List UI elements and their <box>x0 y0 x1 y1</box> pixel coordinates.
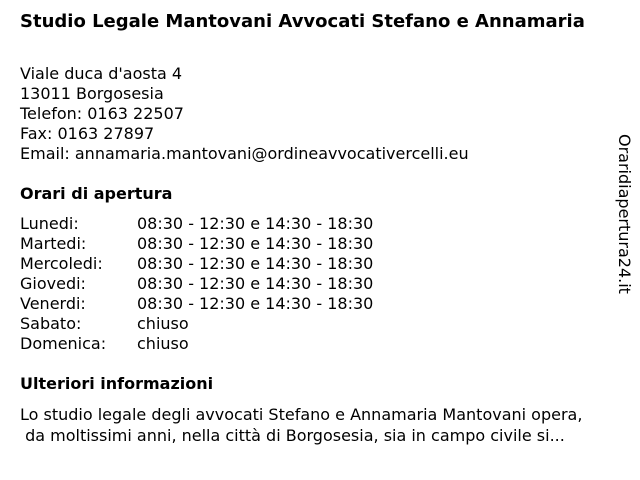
business-title: Studio Legale Mantovani Avvocati Stefano e Annamaria <box>20 11 585 32</box>
day-label: Martedi: <box>20 234 87 253</box>
opening-hours-heading: Orari di apertura <box>20 184 173 203</box>
day-label: Lunedi: <box>20 214 79 233</box>
day-hours: 08:30 - 12:30 e 14:30 - 18:30 <box>137 214 374 233</box>
day-label: Mercoledi: <box>20 254 103 273</box>
day-hours: 08:30 - 12:30 e 14:30 - 18:30 <box>137 254 374 273</box>
day-label: Giovedi: <box>20 274 86 293</box>
description-text: Lo studio legale degli avvocati Stefano e Annamaria Mantovani opera, da moltissimi anni, nella città di Borgosesia, sia in campo civile si... <box>20 405 583 445</box>
day-label: Sabato: <box>20 314 82 333</box>
city-address: 13011 Borgosesia <box>20 84 164 103</box>
day-hours: chiuso <box>137 334 189 353</box>
email-address: Email: annamaria.mantovani@ordineavvocativercelli.eu <box>20 144 469 163</box>
day-hours: chiuso <box>137 314 189 333</box>
day-hours: 08:30 - 12:30 e 14:30 - 18:30 <box>137 234 374 253</box>
more-info-heading: Ulteriori informazioni <box>20 374 214 393</box>
site-watermark: Oraridiapertura24.it <box>615 134 634 294</box>
day-label: Venerdi: <box>20 294 86 313</box>
day-label: Domenica: <box>20 334 107 353</box>
address-block <box>20 64 469 164</box>
fax-number: Fax: 0163 27897 <box>20 124 155 143</box>
street-address: Viale duca d'aosta 4 <box>20 64 183 83</box>
day-hours: 08:30 - 12:30 e 14:30 - 18:30 <box>137 294 374 313</box>
phone-number: Telefon: 0163 22507 <box>20 104 184 123</box>
day-hours: 08:30 - 12:30 e 14:30 - 18:30 <box>137 274 374 293</box>
